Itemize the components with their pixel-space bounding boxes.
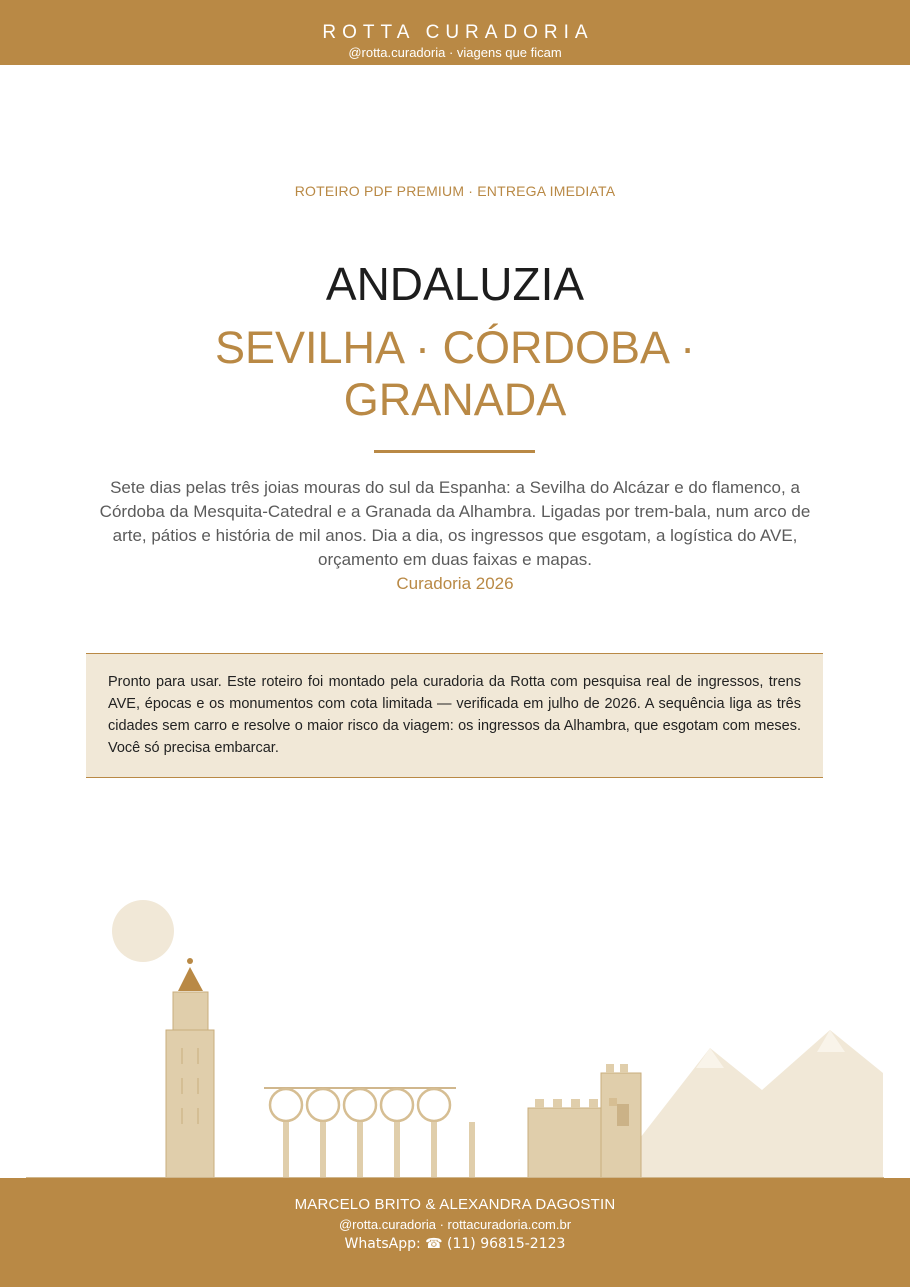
lead-accent: Curadoria 2026 [396,574,514,593]
note-text: Pronto para usar. Este roteiro foi montado pela curadoria da Rotta com pesquisa real de ingressos, trens AVE, épocas e os monumentos com cota limitada — verificada em julho de 2026. A sequência liga as três cidades sem carro e resolve o maior risco da viagem: os ingressos da Alhambra, que esgotam com meses. Você só precisa embarcar. [108,674,801,756]
mountains-icon [640,1030,883,1178]
alhambra-castle-icon [528,1064,641,1178]
page-title: ANDALUZIA [325,258,585,310]
sun-icon [112,900,174,962]
lead-paragraph [92,476,818,596]
mezquita-arches-icon [264,1088,475,1178]
footer-authors: MARCELO BRITO & ALEXANDRA DAGOSTIN [294,1196,616,1213]
brand-name: ROTTA CURADORIA [322,22,594,43]
footer-band [0,1178,910,1287]
giralda-tower-icon [166,958,214,1178]
footer-web: @rotta.curadoria · rottacuradoria.com.br [338,1217,572,1232]
header-band [0,0,910,65]
page-subtitle: SEVILHA · CÓRDOBA · GRANADA [214,322,696,425]
brand-tagline: @rotta.curadoria · viagens que ficam [348,45,562,60]
title-divider [374,450,535,453]
eyebrow-label: ROTEIRO PDF PREMIUM · ENTREGA IMEDIATA [294,183,616,199]
lead-text: Sete dias pelas três joias mouras do sul da Espanha: a Sevilha do Alcázar e do flamenco, a Córdoba da Mesquita-Catedral e a Granada da Alhambra. Ligadas por trem-bala, num arco de arte, pátios e história de mil anos. Dia a dia, os ingressos que esgotam, a logística do AVE, orçamento em duas faixas e mapas. [99,478,811,569]
footer-phone: WhatsApp: ☎ (11) 96815-2123 [344,1236,566,1252]
note-box [86,653,823,778]
skyline-illustration [0,880,910,1180]
